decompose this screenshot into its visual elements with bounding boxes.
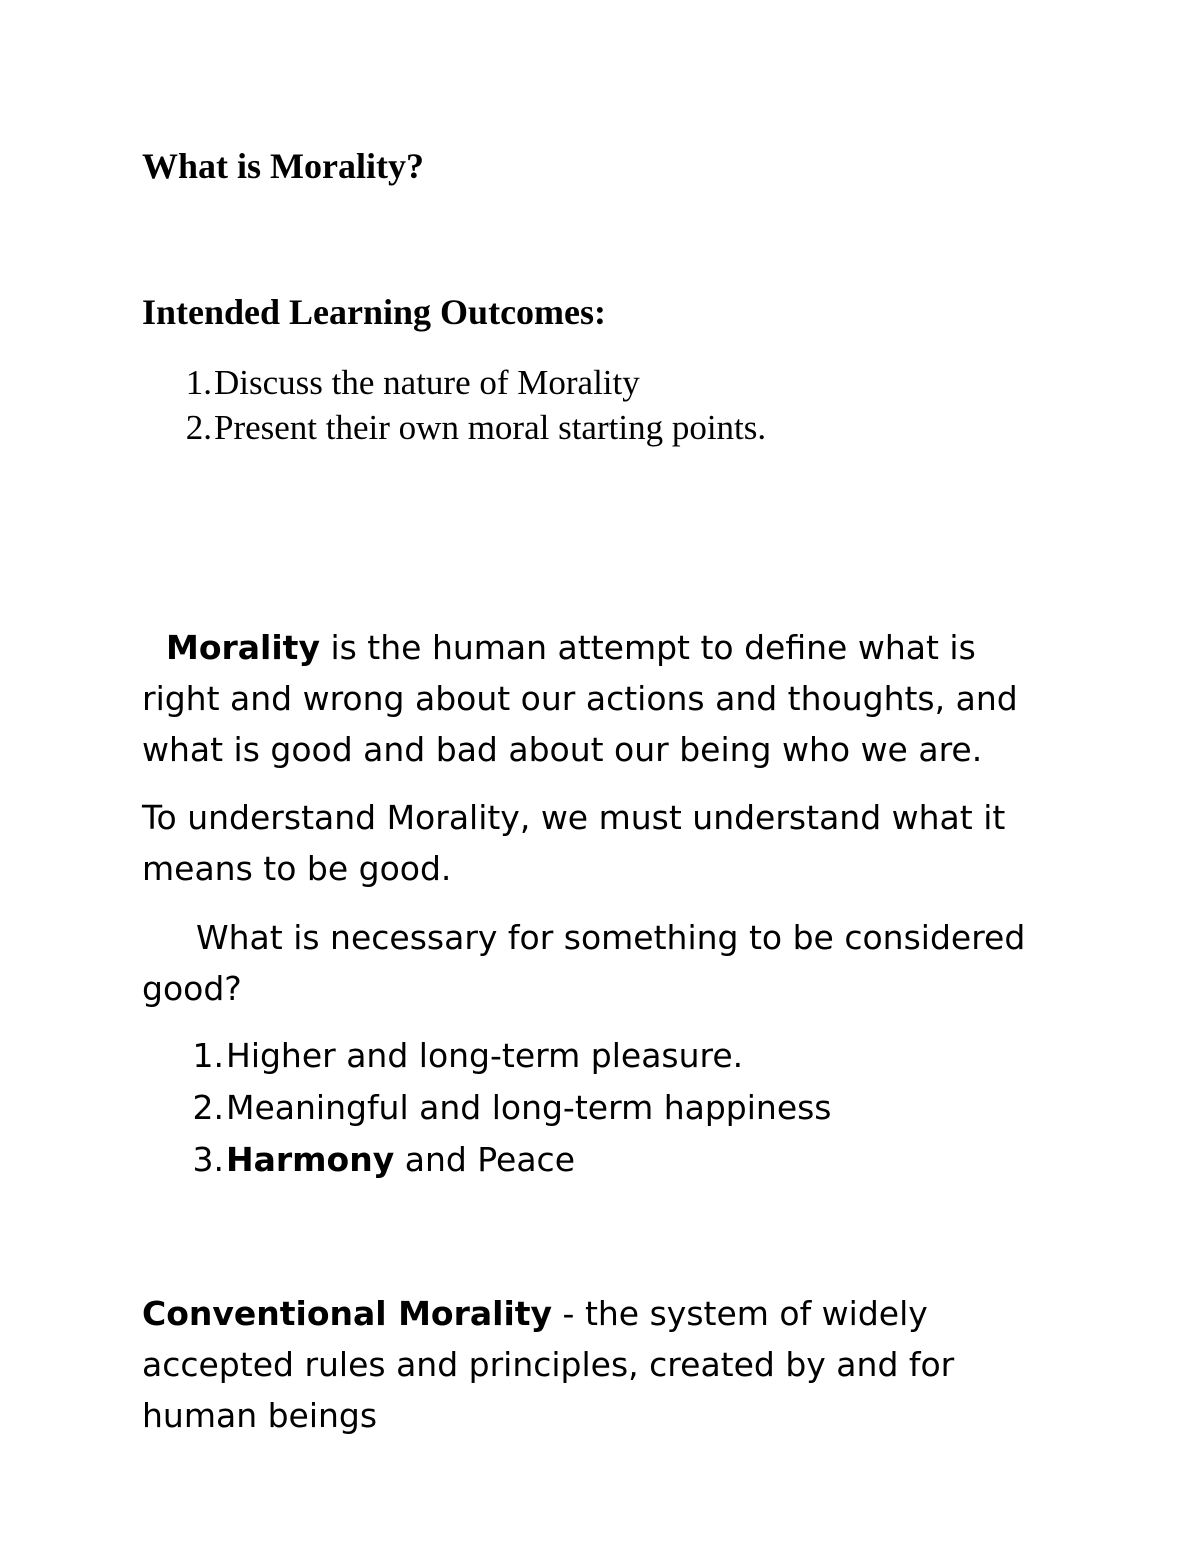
conventional-morality-term: Conventional Morality [142,1294,553,1333]
question-paragraph: What is necessary for something to be considered good? [142,918,1026,1008]
list-item-text [226,1134,575,1186]
list-item-text [226,1082,832,1134]
list-item-number: 1. [185,363,212,402]
list-item-rest: Meaningful and long-term happiness [226,1088,832,1127]
list-item-rest: and Peace [394,1140,575,1179]
good-criteria-list [180,1030,832,1186]
morality-term: Morality [166,628,320,667]
list-item-bold: Harmony [226,1140,395,1179]
conventional-morality-paragraph [142,1288,1042,1441]
list-item-text: Discuss the nature of Morality [214,363,640,402]
conventional-morality-text: - the system of widely accepted rules and principles, created by and for human beings [142,1294,955,1435]
list-item [170,360,766,405]
list-item-text [226,1030,743,1082]
list-item [180,1134,832,1186]
list-item [170,405,766,450]
list-item [180,1030,832,1082]
document-title: What is Morality? [142,146,424,186]
learning-outcomes-heading: Intended Learning Outcomes: [142,292,607,332]
list-item-number: 2. [185,408,212,447]
list-item [180,1082,832,1134]
morality-definition-paragraph [142,622,1042,775]
understanding-paragraph: To understand Morality, we must understand what it means to be good. [142,798,1006,888]
morality-definition-text: is the human attempt to define what is right and wrong about our actions and thoughts, and what is good and bad about our being who we are. [142,628,1018,769]
list-item-text: Present their own moral starting points. [214,408,767,447]
learning-outcomes-list [170,360,766,450]
list-item-number: 1. [192,1036,224,1075]
list-item-rest: Higher and long-term pleasure. [226,1036,744,1075]
list-item-number: 2. [192,1088,224,1127]
list-item-number: 3. [192,1140,224,1179]
